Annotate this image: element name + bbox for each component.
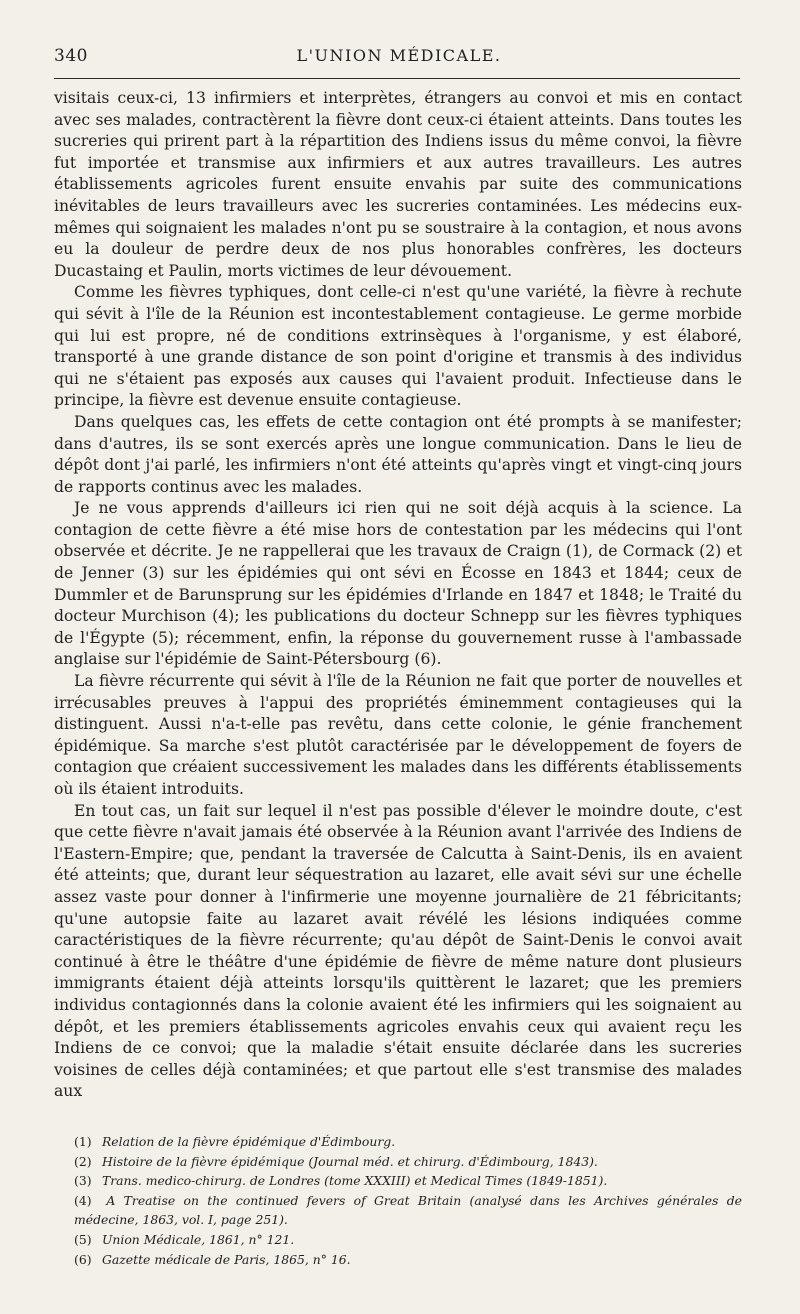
footnote-text: Gazette médicale de Paris, 1865, n° 16. xyxy=(101,1251,351,1267)
footnote-mark: (1) xyxy=(74,1134,92,1149)
footnote xyxy=(54,1152,742,1172)
paragraph: En tout cas, un fait sur lequel il n'est pas possible d'élever le moindre doute, c'est que cette fièvre n'avait jamais été observée à la Réunion avant l'arrivée des Indiens de l'Eastern-Empire; que, pendant la traversée de Calcutta à Saint-Denis, ils en avaient été atteints; que, durant leur séquestration au lazaret, elle avait sévi sur une échelle assez vaste pour donner à l'infirmerie une moyenne journalière de 21 fébricitants; qu'une autopsie faite au lazaret avait révélé les lésions indiquées comme caractéristiques de la fièvre récurrente; qu'au dépôt de Saint-Denis le convoi avait continué à être le théâtre d'une épidémie de fièvre de même nature dont plusieurs immigrants étaient déjà atteints lorsqu'ils quittèrent le lazaret; que les premiers individus contagionnés dans la colonie avaient été les infirmiers qui les soignaient au dépôt, et les premiers établissements agricoles envahis ceux qui avaient reçu les Indiens de ce convoi; que la maladie s'était ensuite déclarée dans les sucreries voisines de celles déjà contaminées; et que partout elle s'est transmise des malades aux xyxy=(54,801,742,1101)
footnote xyxy=(54,1250,742,1270)
body-text xyxy=(54,88,742,1103)
footnote xyxy=(54,1132,742,1152)
footnote-text: Histoire de la fièvre épidémique (Journal méd. et chirurg. d'Édimbourg, 1843). xyxy=(101,1153,598,1169)
footnote-text: Trans. medico-chirurg. de Londres (tome XXXIII) et Medical Times (1849-1851). xyxy=(101,1173,608,1189)
paragraph: visitais ceux-ci, 13 infirmiers et interprètes, étrangers au convoi et mis en contact avec ses malades, contractèrent la fièvre dont ceux-ci étaient atteints. Dans toutes les sucreries qui prirent part à la répartition des Indiens issus du même convoi, la fièvre fut importée et transmise aux infirmiers et aux autres travailleurs. Les autres établissements agricoles furent ensuite envahis par suite des communications inévitables de leurs travailleurs avec les sucreries contaminées. Les médecins eux-mêmes qui soignaient les malades n'ont pu se soustraire à la contagion, et nous avons eu la douleur de perdre deux de nos plus honorables confrères, les docteurs Ducastaing et Paulin, morts victimes de leur dévouement. xyxy=(54,89,742,280)
paragraph: Je ne vous apprends d'ailleurs ici rien qui ne soit déjà acquis à la science. La contagion de cette fièvre a été mise hors de contestation par les médecins qui l'ont observée et décrite. Je ne rappellerai que les travaux de Craign (1), de Cormack (2) et de Jenner (3) sur les épidémies qui ont sévi en Écosse en 1843 et 1844; ceux de Dummler et de Barunsprung sur les épidémies d'Irlande en 1847 et 1848; le Traité du docteur Murchison (4); les publications du docteur Schnepp sur les fièvres typhiques de l'Égypte (5); récemment, enfin, la réponse du gouvernement russe à l'ambassade anglaise sur l'épidémie de Saint-Pétersbourg (6). xyxy=(54,499,742,669)
footnote-mark: (5) xyxy=(74,1231,92,1247)
footnote xyxy=(54,1171,742,1191)
footnote xyxy=(54,1191,742,1230)
footnote-mark: (3) xyxy=(74,1173,92,1189)
footnote-text: Union Médicale, 1861, n° 121. xyxy=(101,1231,295,1247)
header-rule xyxy=(54,78,740,79)
footnotes xyxy=(54,1132,742,1269)
footnote-mark: (6) xyxy=(74,1251,92,1267)
running-title: L'UNION MÉDICALE. xyxy=(296,46,502,65)
page-header xyxy=(54,46,744,78)
paragraph: La fièvre récurrente qui sévit à l'île de la Réunion ne fait que porter de nouvelles et irrécusables preuves à l'appui des propriétés éminemment contagieuses qui la distinguent. Aussi n'a-t-elle pas revêtu, dans cette colonie, le génie franchement épidémique. Sa marche s'est plutôt caractérisée par le développement de foyers de contagion que créaient successivement les malades dans les différents établissements où ils étaient introduits. xyxy=(54,672,742,798)
footnote xyxy=(54,1230,742,1250)
page-number: 340 xyxy=(54,46,88,66)
footnote-mark: (2) xyxy=(74,1153,92,1169)
paragraph: Dans quelques cas, les effets de cette contagion ont été prompts à se manifester; dans d'autres, ils se sont exercés après une longue communication. Dans le lieu de dépôt dont j'ai parlé, les infirmiers n'ont été atteints qu'après vingt et vingt-cinq jours de rapports continus avec les malades. xyxy=(54,412,742,496)
footnote-text: Relation de la fièvre épidémique d'Édimbourg. xyxy=(101,1134,396,1149)
paragraph: Comme les fièvres typhiques, dont celle-ci n'est qu'une variété, la fièvre à rechute qui sévit à l'île de la Réunion est incontestablement contagieuse. Le germe morbide qui lui est propre, né de conditions extrinsèques à l'organisme, y est élaboré, transporté à une grande distance de son point d'origine et transmis à des individus qui ne s'étaient pas exposés aux causes qui l'avaient produit. Infectieuse dans le principe, la fièvre est devenue ensuite contagieuse. xyxy=(54,283,742,410)
footnote-mark: (4) xyxy=(74,1192,92,1208)
footnote-text: A Treatise on the continued fevers of Great Britain (analysé dans les Archives générales de médecine, 1863, vol. I, page 251). xyxy=(74,1192,742,1228)
